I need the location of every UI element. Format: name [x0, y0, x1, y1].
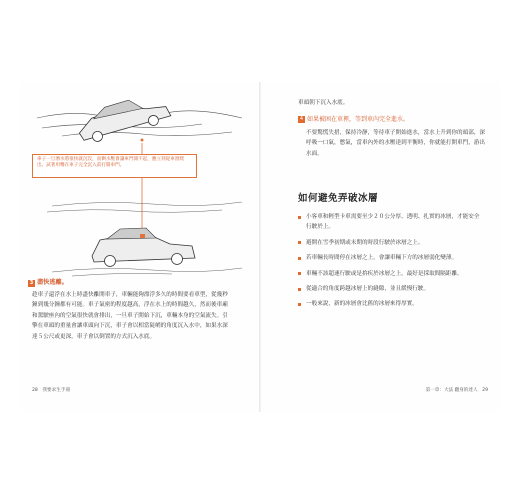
- bullet-icon: [298, 241, 301, 244]
- continued-line: 車頭朝下沉入水底。: [298, 100, 349, 106]
- list-item: 從適合的角度跨越冰層上的縫隙，並且緩慢行駛。: [298, 284, 483, 294]
- bullet-icon: [298, 257, 301, 260]
- right-page: [261, 82, 500, 412]
- bullet-icon: [298, 303, 301, 306]
- list-item: 小客車和輕型卡車需要至少２０公分厚、透明、扎實的冰層，才能安全行駛於上。: [298, 212, 483, 233]
- subsection-heading-trapped: [298, 114, 409, 123]
- list-item: 若車輛長時間停在冰層之上，會讓車輛下方的冰層弱化變薄。: [298, 253, 483, 263]
- footer-right: 第一章：大法 翻身的達人 29: [425, 388, 488, 393]
- section-number: 3: [29, 280, 34, 286]
- ice-heading: 如何避免弄破冰層: [298, 193, 379, 204]
- footer-left: 28 我要求生手冊: [32, 388, 71, 393]
- escape-paragraph: 趁車子還浮在水上時盡快離開車子，車輛能夠漂浮多久的時間要看車型，從幾秒鐘到幾分鐘都有可能。車子氣密的程度越高，浮在水上的時間越久，然而後車廂和駕駛座內的空氣很快就會排出，一旦車子開始下沉，車輛本身的空氣流失。引擎在車頭的重量會讓車頭向下沉，車子會以相當陡峭的角度沉入水中，如果水深達５公尺或更深，車子會以倒置的方式沉入水底。: [32, 292, 228, 340]
- list-item: 車輛不該超速行駛或是拚疾於冰層之上，最好是採取間隔距離。: [298, 269, 483, 279]
- submerged-car-drawing: [92, 228, 195, 267]
- left-page: [20, 82, 259, 412]
- list-item: 一般來說，新的冰層會比舊的冰層來得厚實。: [298, 299, 483, 309]
- section-title: 盡快逃離。: [37, 279, 68, 286]
- bullet-icon: [298, 216, 301, 219]
- trapped-paragraph: 不要驚慌失措，保持冷靜，等待車子開始進水，當水上升到你的頭部，深呼吸一口氣，憋氣，當車內外的水壓達到平衡時，你就能打開車門，游出水面。: [306, 130, 486, 157]
- tilted-car-drawing: [75, 92, 173, 145]
- subsection-number: 4: [299, 116, 304, 122]
- ice-tips-list: [298, 212, 483, 315]
- bullet-icon: [298, 288, 301, 291]
- subsection-title: 如果被困在車裡，等到車內完全進水。: [307, 116, 410, 123]
- illustration-callout: 車子一旦潛水將很快就沉沒，而剩水壓會讓車門開不起，應立刻從車窗爬出。試著用嘴在車子完全沉入前打開車門。: [32, 154, 197, 178]
- list-item: 避開在雪季初期或末期的時段行駛於冰層之上。: [298, 238, 483, 248]
- car-sinking-illustration: [32, 88, 250, 278]
- bullet-icon: [298, 272, 301, 275]
- section-heading-escape: [28, 277, 68, 287]
